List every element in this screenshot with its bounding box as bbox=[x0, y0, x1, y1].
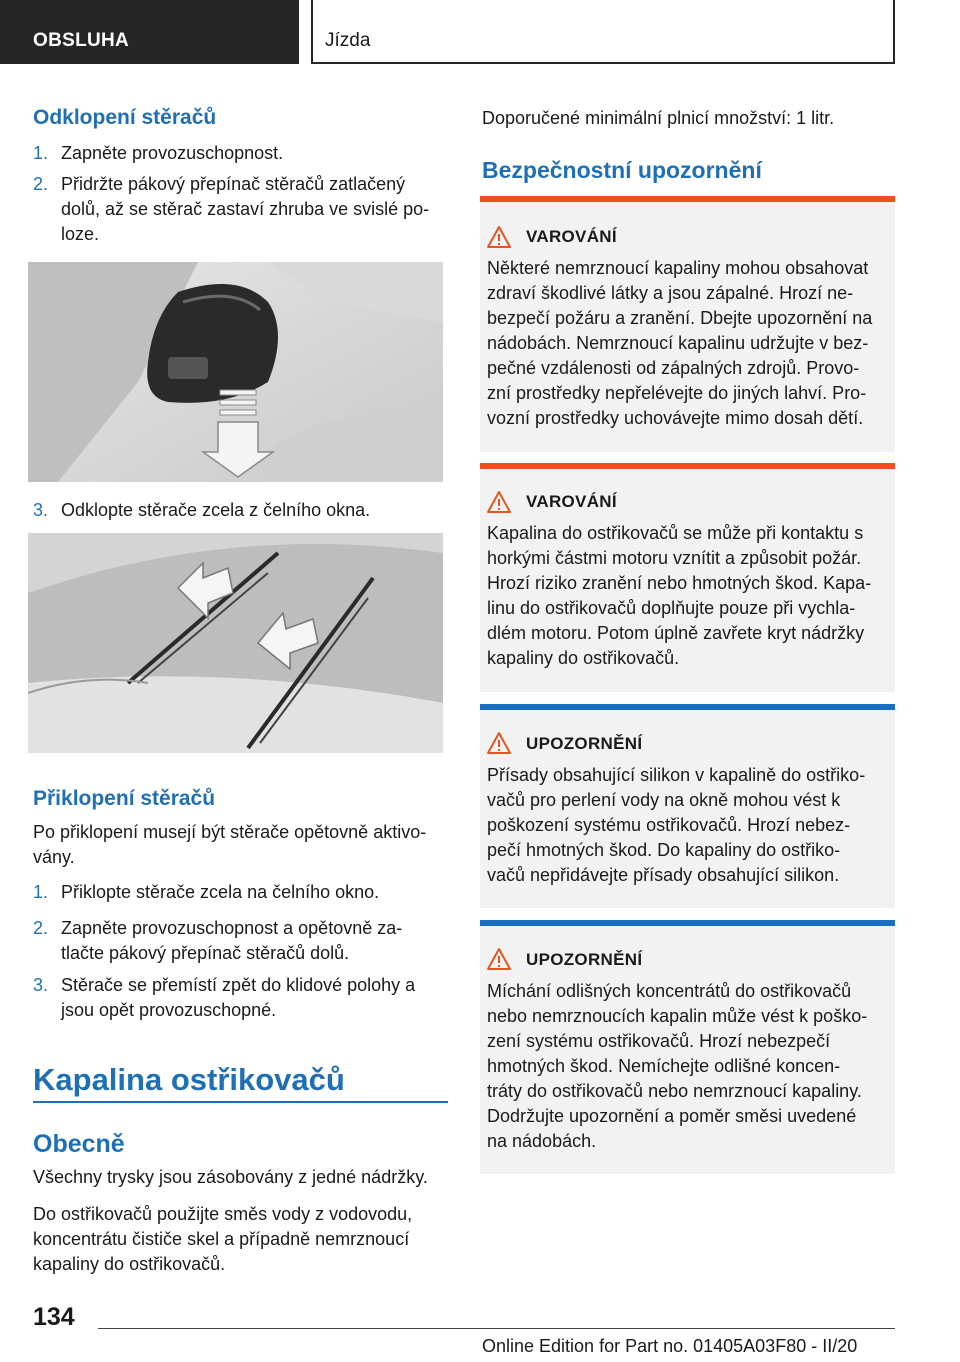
notice-line: pečné vzdálenosti od zápalných zdrojů. Provo- bbox=[487, 358, 860, 378]
notice-line: vačů nepřidávejte přísady obsahující silikon. bbox=[487, 865, 840, 885]
warning-triangle-icon bbox=[487, 226, 511, 248]
notice-title: UPOZORNĚNÍ bbox=[526, 734, 643, 753]
warning-triangle-icon bbox=[487, 491, 511, 513]
list-item bbox=[33, 916, 448, 966]
notice-body bbox=[487, 763, 889, 888]
chapter-header bbox=[311, 0, 895, 64]
notice-title: UPOZORNĚNÍ bbox=[526, 950, 643, 969]
notice-body bbox=[487, 256, 889, 431]
notice-bar bbox=[480, 196, 895, 202]
notice-body bbox=[487, 979, 889, 1154]
notice-line: zní prostředky nepřelévejte do jiných lahví. Pro- bbox=[487, 383, 867, 403]
heading-safety: Bezpečnostní upozornění bbox=[482, 157, 762, 183]
warning-notice bbox=[480, 196, 895, 452]
warning-triangle-icon bbox=[487, 948, 511, 970]
step-number: 1. bbox=[33, 882, 49, 902]
footer-rule bbox=[98, 1328, 895, 1329]
edition-note: Online Edition for Part no. 01405A03F80 - II/20 bbox=[482, 1336, 858, 1356]
paragraph-line: vány. bbox=[33, 847, 75, 867]
paragraph-line: Po přiklopení musejí být stěrače opětovně aktivo- bbox=[33, 822, 427, 842]
step-text: Stěrače se přemístí zpět do klidové polohy a bbox=[61, 975, 416, 995]
notice-bar bbox=[480, 920, 895, 926]
page-number: 134 bbox=[33, 1303, 75, 1331]
wiper-lever-illustration bbox=[28, 262, 443, 482]
windscreen-wipers-photo bbox=[28, 533, 443, 753]
caution-notice bbox=[480, 920, 895, 1174]
notice-line: nádobách. Nemrznoucí kapalinu udržujte v bez- bbox=[487, 333, 869, 353]
heading-washer-fluid: Kapalina ostřikovačů bbox=[33, 1062, 345, 1097]
notice-line: horkými částmi motoru vznítit a způsobit požár. bbox=[487, 548, 862, 568]
notice-title: VAROVÁNÍ bbox=[526, 227, 617, 246]
notice-line: pečí hmotných škod. Do kapaliny do ostřiko- bbox=[487, 840, 841, 860]
notice-line: Přísady obsahující silikon v kapalině do ostřiko- bbox=[487, 765, 866, 785]
general-paragraph-1: Všechny trysky jsou zásobovány z jedné nádržky. bbox=[33, 1167, 428, 1187]
notice-line: linu do ostřikovačů doplňujte pouze při vychla- bbox=[487, 598, 856, 618]
wiper-lever-photo bbox=[28, 262, 443, 482]
step-text: tlačte pákový přepínač stěračů dolů. bbox=[61, 943, 350, 963]
windscreen-wipers-illustration bbox=[28, 533, 443, 753]
notice-line: Kapalina do ostřikovačů se může při kontaktu s bbox=[487, 523, 864, 543]
notice-title: VAROVÁNÍ bbox=[526, 492, 617, 511]
notice-line: dlém motoru. Potom úplně zavřete kryt nádržky bbox=[487, 623, 865, 643]
min-fill-amount: Doporučené minimální plnicí množství: 1 litr. bbox=[482, 108, 835, 128]
notice-line: nebo nemrznoucích kapalin může vést k poško- bbox=[487, 1006, 868, 1026]
step-number: 2. bbox=[33, 918, 49, 938]
unfold-intro bbox=[33, 820, 448, 870]
notice-line: Dodržujte upozornění a poměr směsi uvedené bbox=[487, 1106, 857, 1126]
notice-bar bbox=[480, 704, 895, 710]
notice-line: Hrozí riziko zranění nebo hmotných škod. Kapa- bbox=[487, 573, 872, 593]
step-number: 3. bbox=[33, 975, 49, 995]
warning-triangle-icon bbox=[487, 732, 511, 754]
general-paragraph-2 bbox=[33, 1202, 453, 1277]
section-label: OBSLUHA bbox=[33, 30, 130, 51]
notice-line: poškození systému ostřikovačů. Hrozí nebez- bbox=[487, 815, 851, 835]
notice-line: bezpečí požáru a zranění. Dbejte upozornění na bbox=[487, 308, 873, 328]
notice-line: Míchání odlišných koncentrátů do ostřikovačů bbox=[487, 981, 852, 1001]
warning-notice bbox=[480, 463, 895, 692]
notice-line: vačů pro perlení vody na okně mohou vést k bbox=[487, 790, 841, 810]
step-text: loze. bbox=[61, 224, 100, 244]
paragraph-line: Do ostřikovačů použijte směs vody z vodovodu, bbox=[33, 1204, 413, 1224]
notice-line: kapaliny do ostřikovačů. bbox=[487, 648, 680, 668]
notice-line: tráty do ostřikovačů nebo nemrznoucí kapaliny. bbox=[487, 1081, 862, 1101]
notice-line: vozní prostředky uchovávejte mimo dosah dětí. bbox=[487, 408, 864, 428]
step-number: 2. bbox=[33, 174, 49, 194]
step-text: Zapněte provozuschopnost. bbox=[61, 143, 284, 163]
list-item bbox=[33, 172, 448, 252]
step-text: Přiklopte stěrače zcela na čelního okno. bbox=[61, 882, 380, 902]
notice-line: hmotných škod. Nemíchejte odlišné koncen- bbox=[487, 1056, 841, 1076]
caution-notice bbox=[480, 704, 895, 908]
step-text: Odklopte stěrače zcela z čelního okna. bbox=[61, 500, 371, 520]
step-text: jsou opět provozuschopné. bbox=[61, 1000, 277, 1020]
notice-line: zení systému ostřikovačů. Hrozí nebezpečí bbox=[487, 1031, 831, 1051]
paragraph-line: koncentrátu čističe skel a případně nemrznoucí bbox=[33, 1229, 410, 1249]
notice-bar bbox=[480, 463, 895, 469]
step-number: 3. bbox=[33, 500, 49, 520]
step-text: dolů, až se stěrač zastaví zhruba ve svislé po- bbox=[61, 199, 430, 219]
section-tab bbox=[0, 0, 299, 64]
heading-rule bbox=[33, 1101, 448, 1103]
notice-body bbox=[487, 521, 889, 671]
notice-line: Některé nemrznoucí kapaliny mohou obsahovat bbox=[487, 258, 869, 278]
heading-fold-wipers: Odklopení stěračů bbox=[33, 106, 217, 129]
step-text: Přidržte pákový přepínač stěračů zatlačený bbox=[61, 174, 406, 194]
list-item bbox=[33, 973, 448, 1023]
notice-line: na nádobách. bbox=[487, 1131, 597, 1151]
paragraph-line: kapaliny do ostřikovačů. bbox=[33, 1254, 226, 1274]
notice-line: zdraví škodlivé látky a jsou zápalné. Hrozí ne- bbox=[487, 283, 854, 303]
heading-general: Obecně bbox=[33, 1130, 125, 1158]
step-number: 1. bbox=[33, 143, 49, 163]
chapter-label: Jízda bbox=[325, 30, 371, 51]
heading-unfold-wipers: Přiklopení stěračů bbox=[33, 787, 216, 810]
step-text: Zapněte provozuschopnost a opětovně za- bbox=[61, 918, 403, 938]
